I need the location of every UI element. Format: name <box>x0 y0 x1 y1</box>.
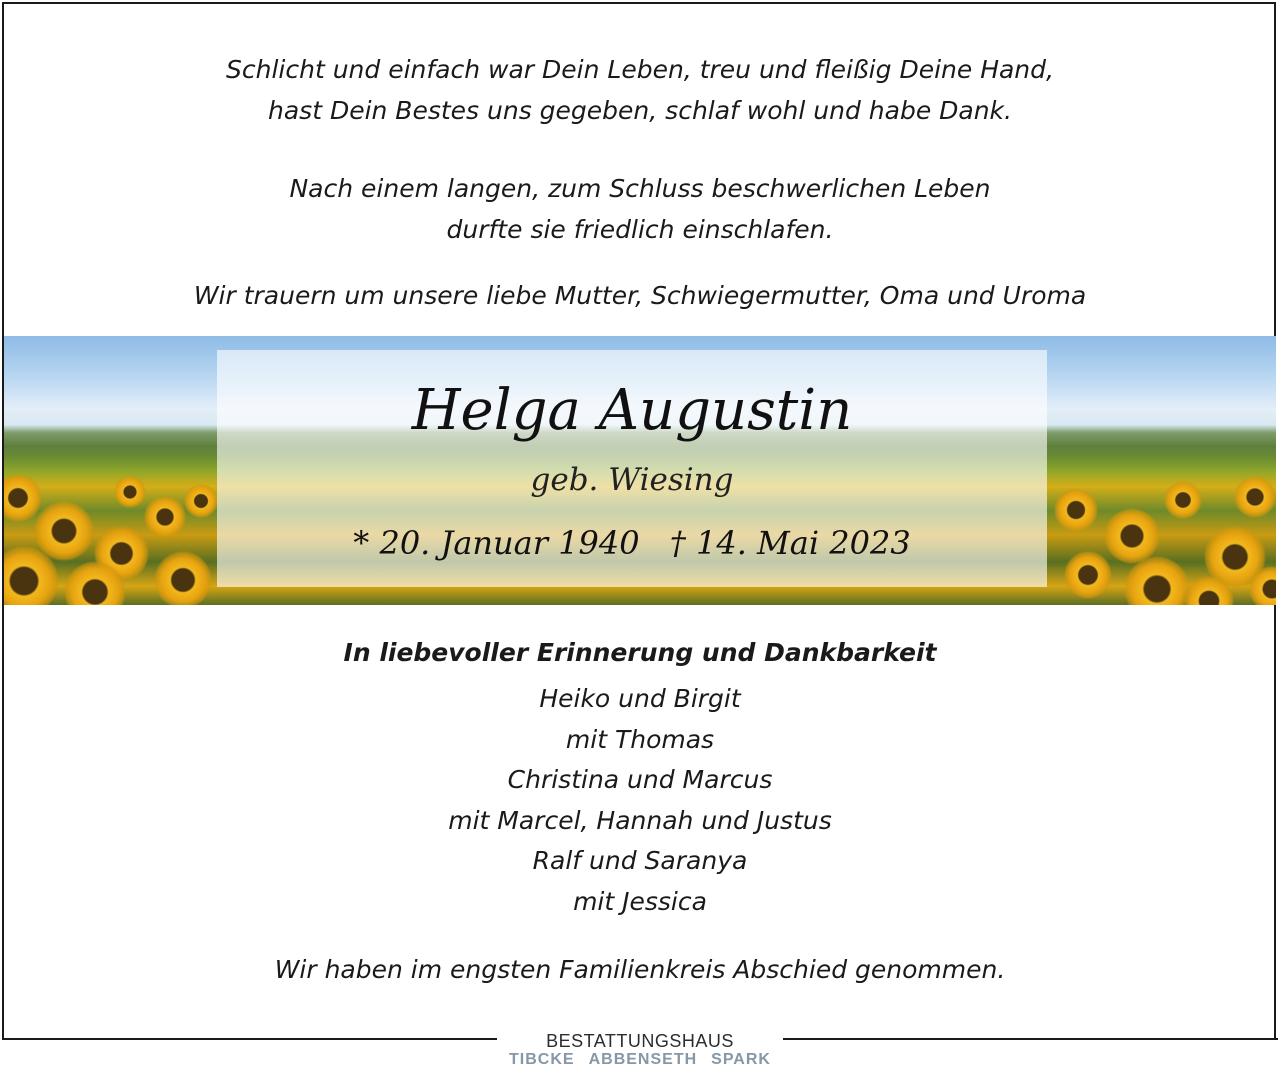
intro-line: Nach einem langen, zum Schluss beschwerlichen Leben <box>289 174 991 203</box>
funeral-home-name: SPARK <box>711 1051 771 1068</box>
family-list <box>0 679 1280 923</box>
funeral-home-title: BESTATTUNGSHAUS <box>546 1031 734 1051</box>
birth-name: geb. Wiesing <box>530 462 734 498</box>
funeral-home-name: ABBENSETH <box>588 1051 698 1068</box>
intro-line: durfte sie friedlich einschlafen. <box>446 215 834 244</box>
family-line: mit Marcel, Hannah und Justus <box>448 805 832 835</box>
intro-text <box>0 168 1280 250</box>
frame-bottom-right <box>783 1038 1278 1040</box>
verse-line: hast Dein Bestes uns gegeben, schlaf wohl und habe Dank. <box>268 96 1012 125</box>
family-line: Heiko und Birgit <box>539 684 741 713</box>
family-line: Ralf und Saranya <box>532 846 748 876</box>
birth-date: * 20. Januar 1940 <box>353 524 640 562</box>
verse <box>0 49 1280 131</box>
remembrance-heading: In liebevoller Erinnerung und Dankbarkeit <box>343 638 937 667</box>
deceased-name: Helga Augustin <box>411 378 853 443</box>
mourning-text: Wir trauern um unsere liebe Mutter, Schwiegermutter, Oma und Uroma <box>193 281 1087 310</box>
family-line: mit Jessica <box>573 886 707 916</box>
funeral-home-name: TIBCKE <box>509 1051 575 1068</box>
frame-bottom-left <box>2 1038 497 1040</box>
mourning-line <box>0 275 1280 316</box>
verse-line: Schlicht und einfach war Dein Leben, treu und fleißig Deine Hand, <box>226 55 1054 84</box>
family-line: Christina und Marcus <box>507 765 773 795</box>
funeral-home-names <box>497 1051 783 1069</box>
death-date: † 14. Mai 2023 <box>669 524 911 562</box>
life-dates <box>217 524 1047 562</box>
closing-line: Wir haben im engsten Familienkreis Abschied genommen. <box>274 955 1006 984</box>
funeral-home-logo <box>497 1026 783 1067</box>
family-line: mit Thomas <box>565 724 715 754</box>
